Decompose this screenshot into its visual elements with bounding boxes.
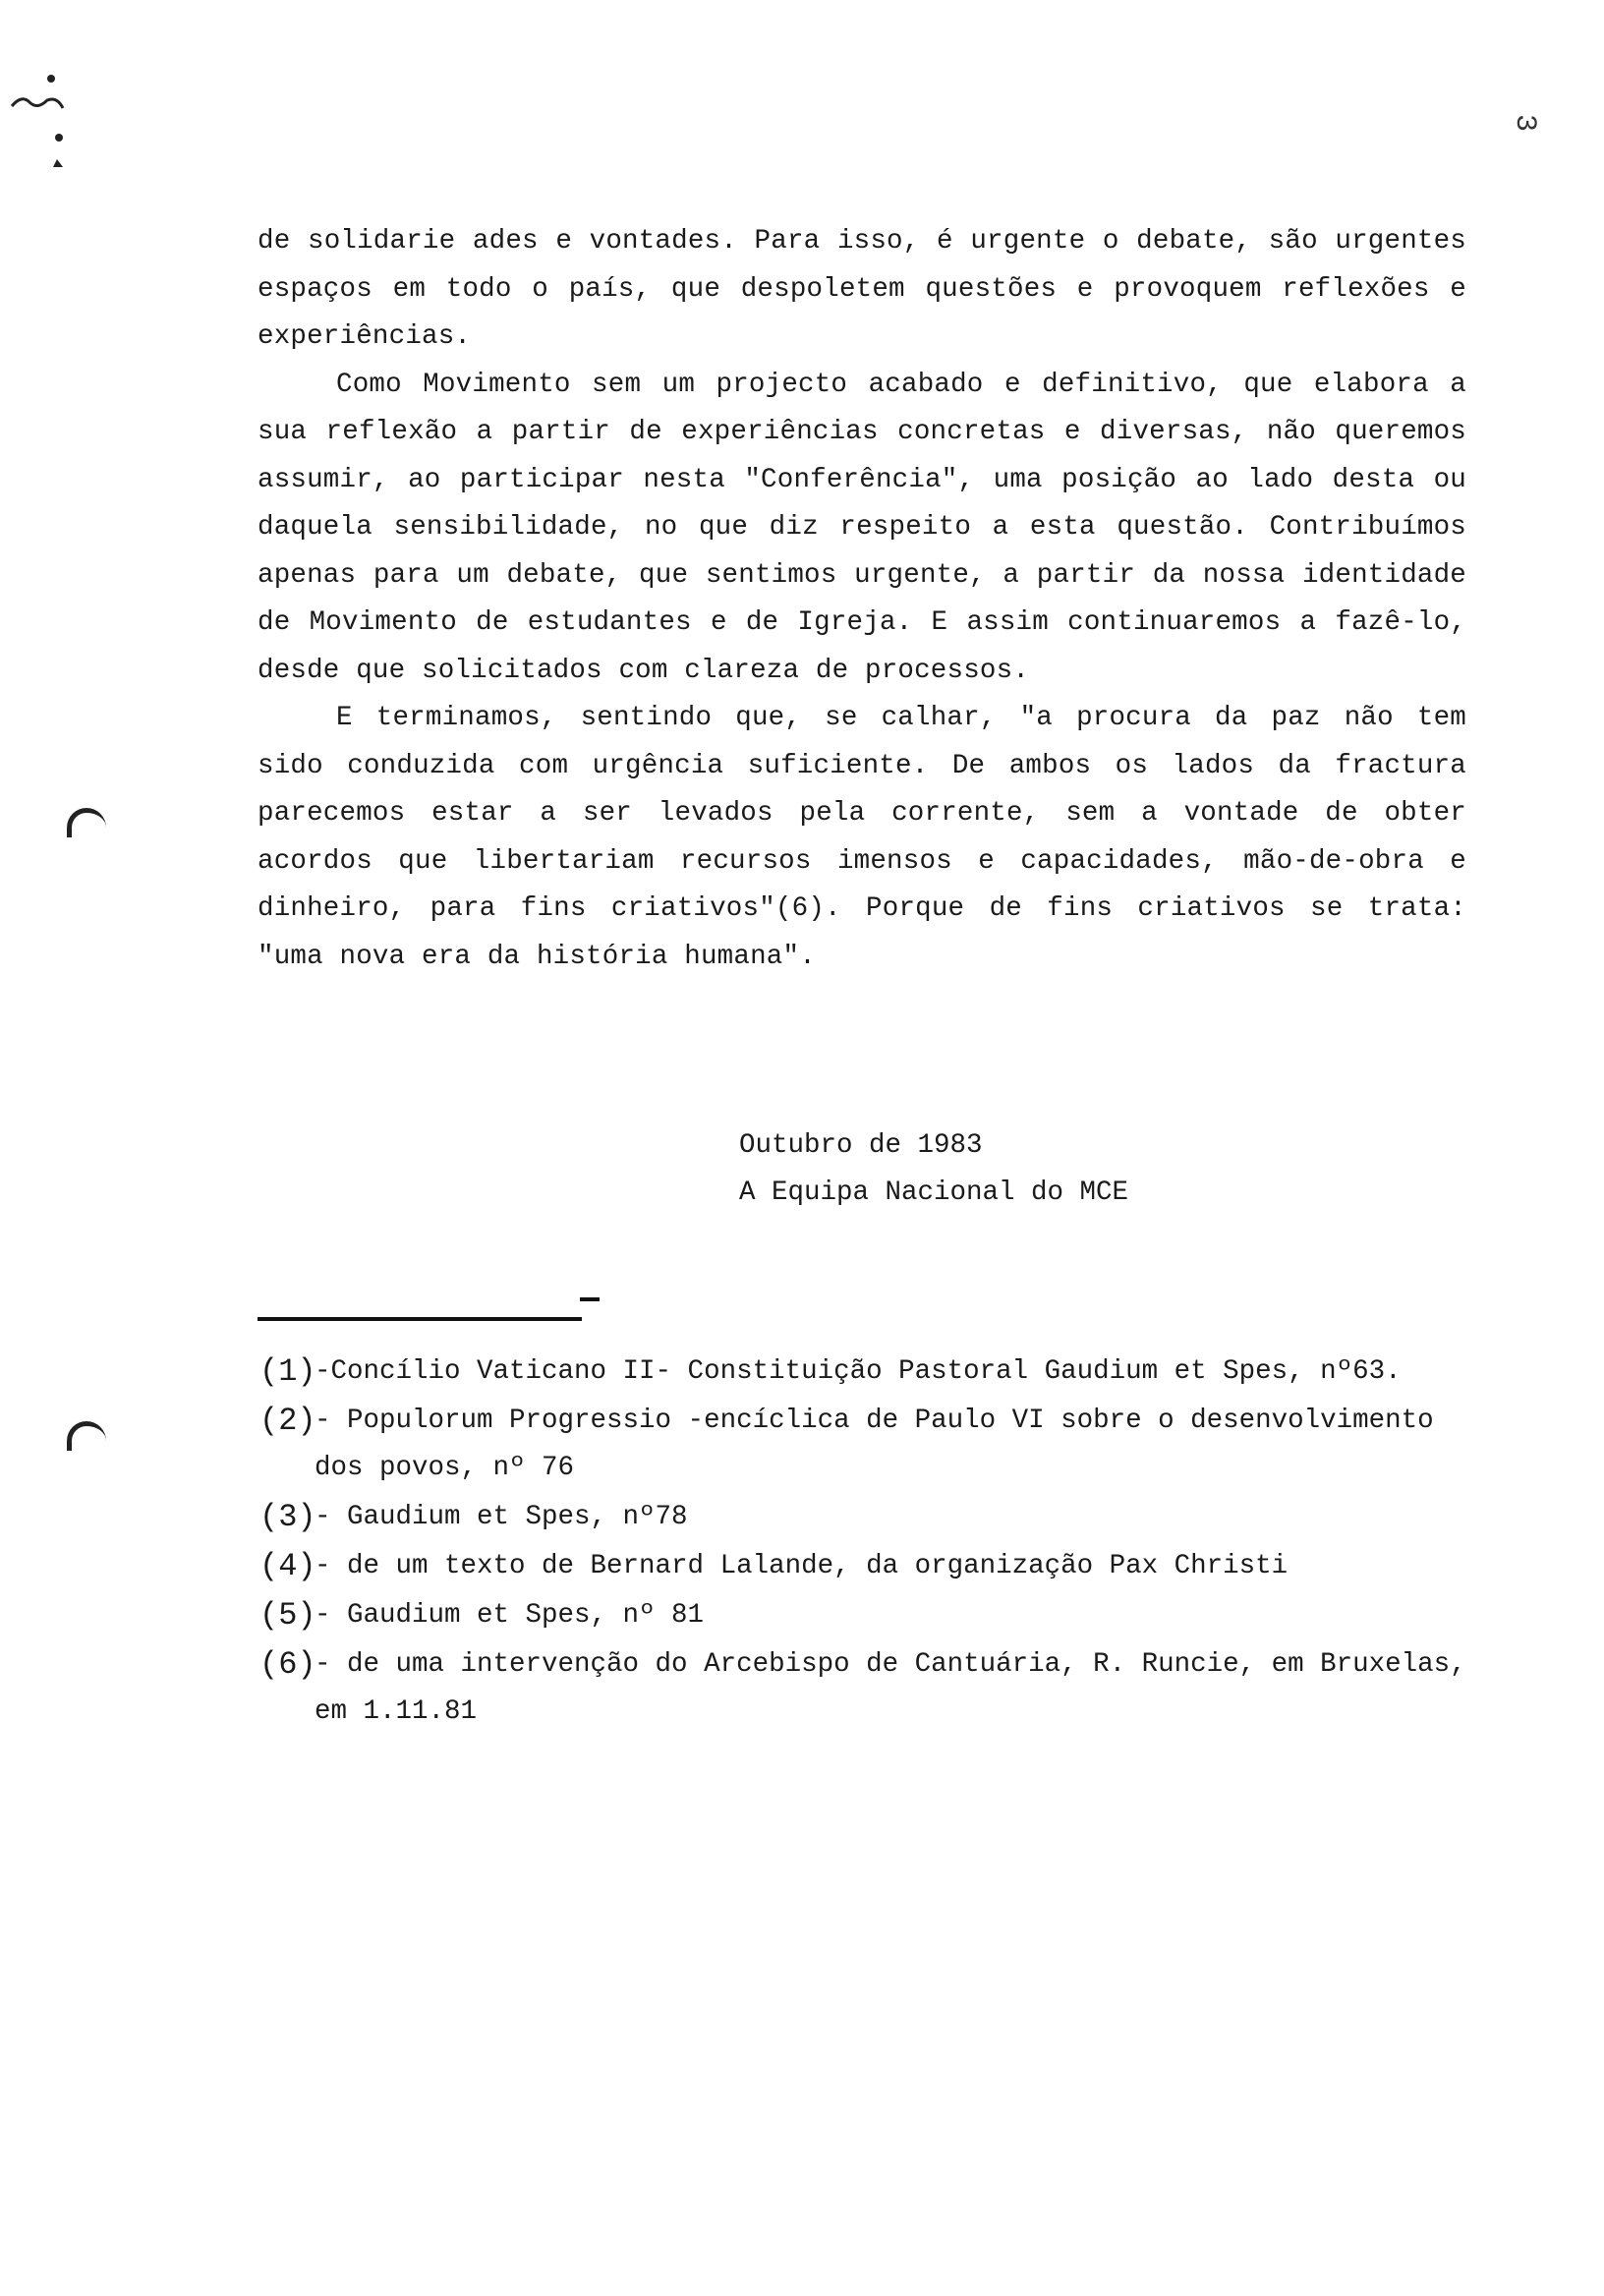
footnote xyxy=(259,1592,1498,1639)
footnote-number: (2) xyxy=(259,1403,316,1439)
signature-date: Outubro de 1983 xyxy=(739,1130,983,1161)
footnote-rule-tick xyxy=(580,1297,600,1301)
footnote xyxy=(259,1349,1498,1396)
footnote xyxy=(259,1398,1498,1492)
footnote-number: (6) xyxy=(259,1646,316,1683)
signature-block xyxy=(739,1122,1128,1217)
margin-scribble-mark xyxy=(8,69,126,187)
paragraph: E terminamos, sentindo que, se calhar, "a procura da paz não tem sido conduzida com urgência suficiente. De ambos os lados da fractura parecemos estar a ser levados pela corrente, sem a vontade de obter acordos que libertariam recursos imensos e capacidades, mão-de-obra e dinheiro, para fins criativos"(6). Porque de fins criativos se trata: "uma nova era da história humana". xyxy=(258,703,1466,972)
footnote xyxy=(259,1543,1498,1590)
footnote-text: -Concílio Vaticano II- Constituição Pastoral Gaudium et Spes, nº63. xyxy=(315,1356,1402,1387)
footnote-text: - Populorum Progressio -encíclica de Paulo VI sobre o desenvolvimento dos povos, nº 76 xyxy=(315,1406,1434,1483)
punch-hole-mark xyxy=(67,808,106,837)
footnote xyxy=(259,1641,1498,1736)
footnote-number: (5) xyxy=(259,1597,316,1634)
footnote xyxy=(259,1494,1498,1541)
paragraph: de solidarie ades e vontades. Para isso, é urgente o debate, são urgentes espaços em todo o país, que despoletem questões e provoquem reflexões e experiências. xyxy=(258,226,1466,352)
footnote-text: - de uma intervenção do Arcebispo de Cantuária, R. Runcie, em Bruxelas, em 1.11.81 xyxy=(315,1649,1466,1727)
signature-author: A Equipa Nacional do MCE xyxy=(739,1177,1129,1208)
punch-hole-mark xyxy=(67,1421,106,1451)
footnote-number: (1) xyxy=(259,1353,316,1390)
footnote-number: (3) xyxy=(259,1499,316,1535)
footnote-text: - Gaudium et Spes, nº 81 xyxy=(315,1600,705,1631)
footnote-separator xyxy=(258,1317,582,1321)
page-number: 3 xyxy=(1507,113,1541,133)
footnotes xyxy=(259,1349,1498,1738)
footnote-number: (4) xyxy=(259,1548,316,1584)
footnote-text: - Gaudium et Spes, nº78 xyxy=(315,1502,688,1532)
body-text xyxy=(258,218,1466,981)
paragraph: Como Movimento sem um projecto acabado e definitivo, que elabora a sua reflexão a partir de experiências concretas e diversas, não queremos assumir, ao participar nesta "Conferência", uma posição ao lado desta ou daquela sensibilidade, no que diz respeito a esta questão. Contribuímos apenas para um debate, que sentimos urgente, a partir da nossa identidade de Movimento de estudantes e de Igreja. E assim continuaremos a fazê-lo, desde que solicitados com clareza de processos. xyxy=(258,369,1466,686)
footnote-text: - de um texto de Bernard Lalande, da organização Pax Christi xyxy=(315,1551,1289,1581)
